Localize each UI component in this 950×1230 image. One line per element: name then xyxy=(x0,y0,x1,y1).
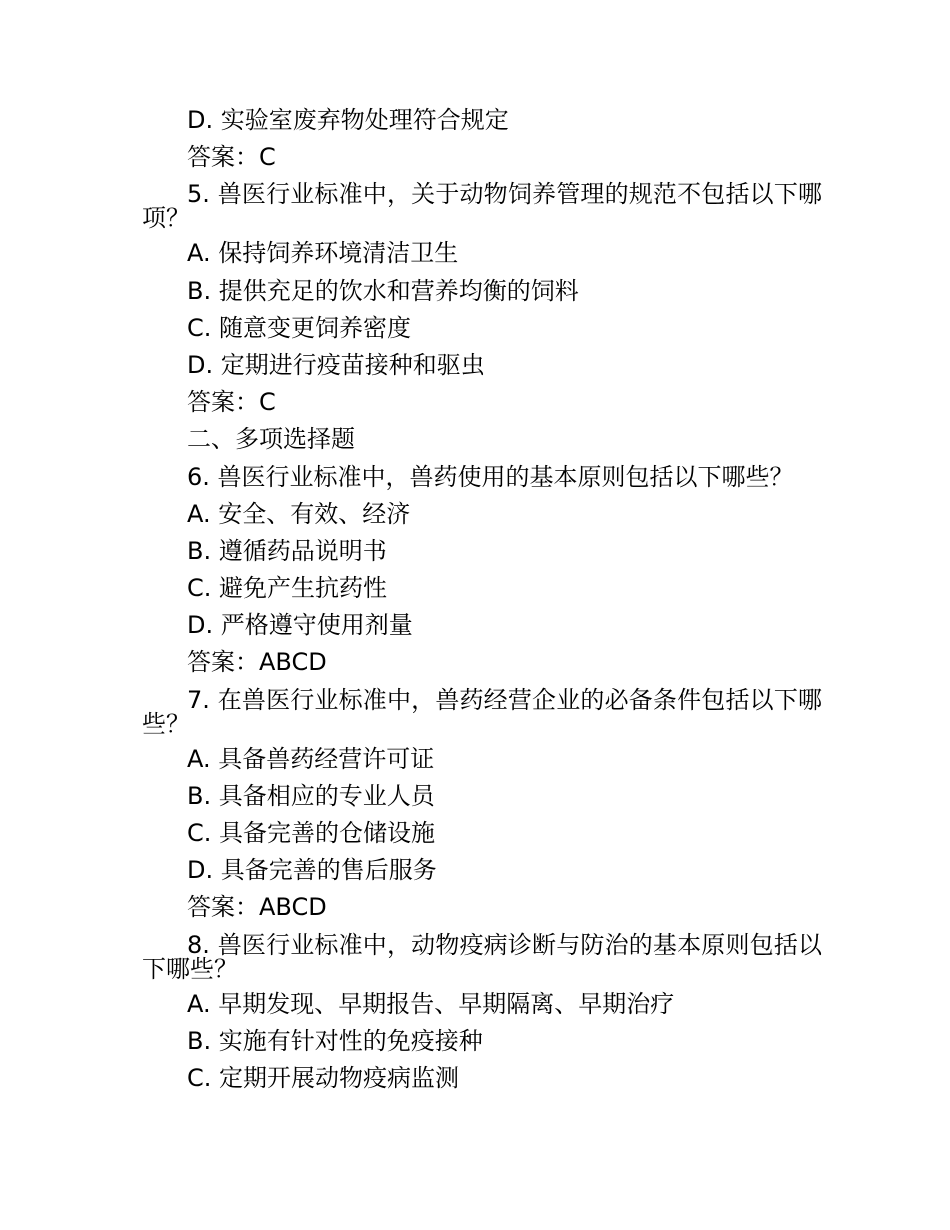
option-8c: C. 定期开展动物疫病监测 xyxy=(187,1064,460,1092)
option-7a: A. 具备兽药经营许可证 xyxy=(187,745,435,773)
option-5c: C. 随意变更饲养密度 xyxy=(187,314,412,342)
answer-4: 答案：C xyxy=(187,143,276,171)
question-8: 8. 兽医行业标准中，动物疫病诊断与防治的基本原则包括以下哪些？ xyxy=(142,931,822,983)
answer-5: 答案：C xyxy=(187,388,276,416)
option-5d: D. 定期进行疫苗接种和驱虫 xyxy=(187,351,485,379)
option-8a: A. 早期发现、早期报告、早期隔离、早期治疗 xyxy=(187,990,675,1018)
option-5a: A. 保持饲养环境清洁卫生 xyxy=(187,239,459,267)
answer-7: 答案：ABCD xyxy=(187,893,327,921)
question-7: 7. 在兽医行业标准中，兽药经营企业的必备条件包括以下哪些？ xyxy=(142,686,822,738)
question-5: 5. 兽医行业标准中，关于动物饲养管理的规范不包括以下哪项？ xyxy=(142,180,822,232)
option-4d: D. 实验室废弃物处理符合规定 xyxy=(187,106,509,134)
section-heading-multiple-choice: 二、多项选择题 xyxy=(187,425,355,453)
answer-6: 答案：ABCD xyxy=(187,648,327,676)
option-6c: C. 避免产生抗药性 xyxy=(187,574,388,602)
option-8b: B. 实施有针对性的免疫接种 xyxy=(187,1027,483,1055)
option-5b: B. 提供充足的饮水和营养均衡的饲料 xyxy=(187,277,579,305)
option-7d: D. 具备完善的售后服务 xyxy=(187,856,437,884)
question-6: 6. 兽医行业标准中，兽药使用的基本原则包括以下哪些？ xyxy=(187,463,794,491)
option-6a: A. 安全、有效、经济 xyxy=(187,500,411,528)
option-6d: D. 严格遵守使用剂量 xyxy=(187,611,413,639)
option-6b: B. 遵循药品说明书 xyxy=(187,537,387,565)
option-7b: B. 具备相应的专业人员 xyxy=(187,782,435,810)
option-7c: C. 具备完善的仓储设施 xyxy=(187,819,436,847)
